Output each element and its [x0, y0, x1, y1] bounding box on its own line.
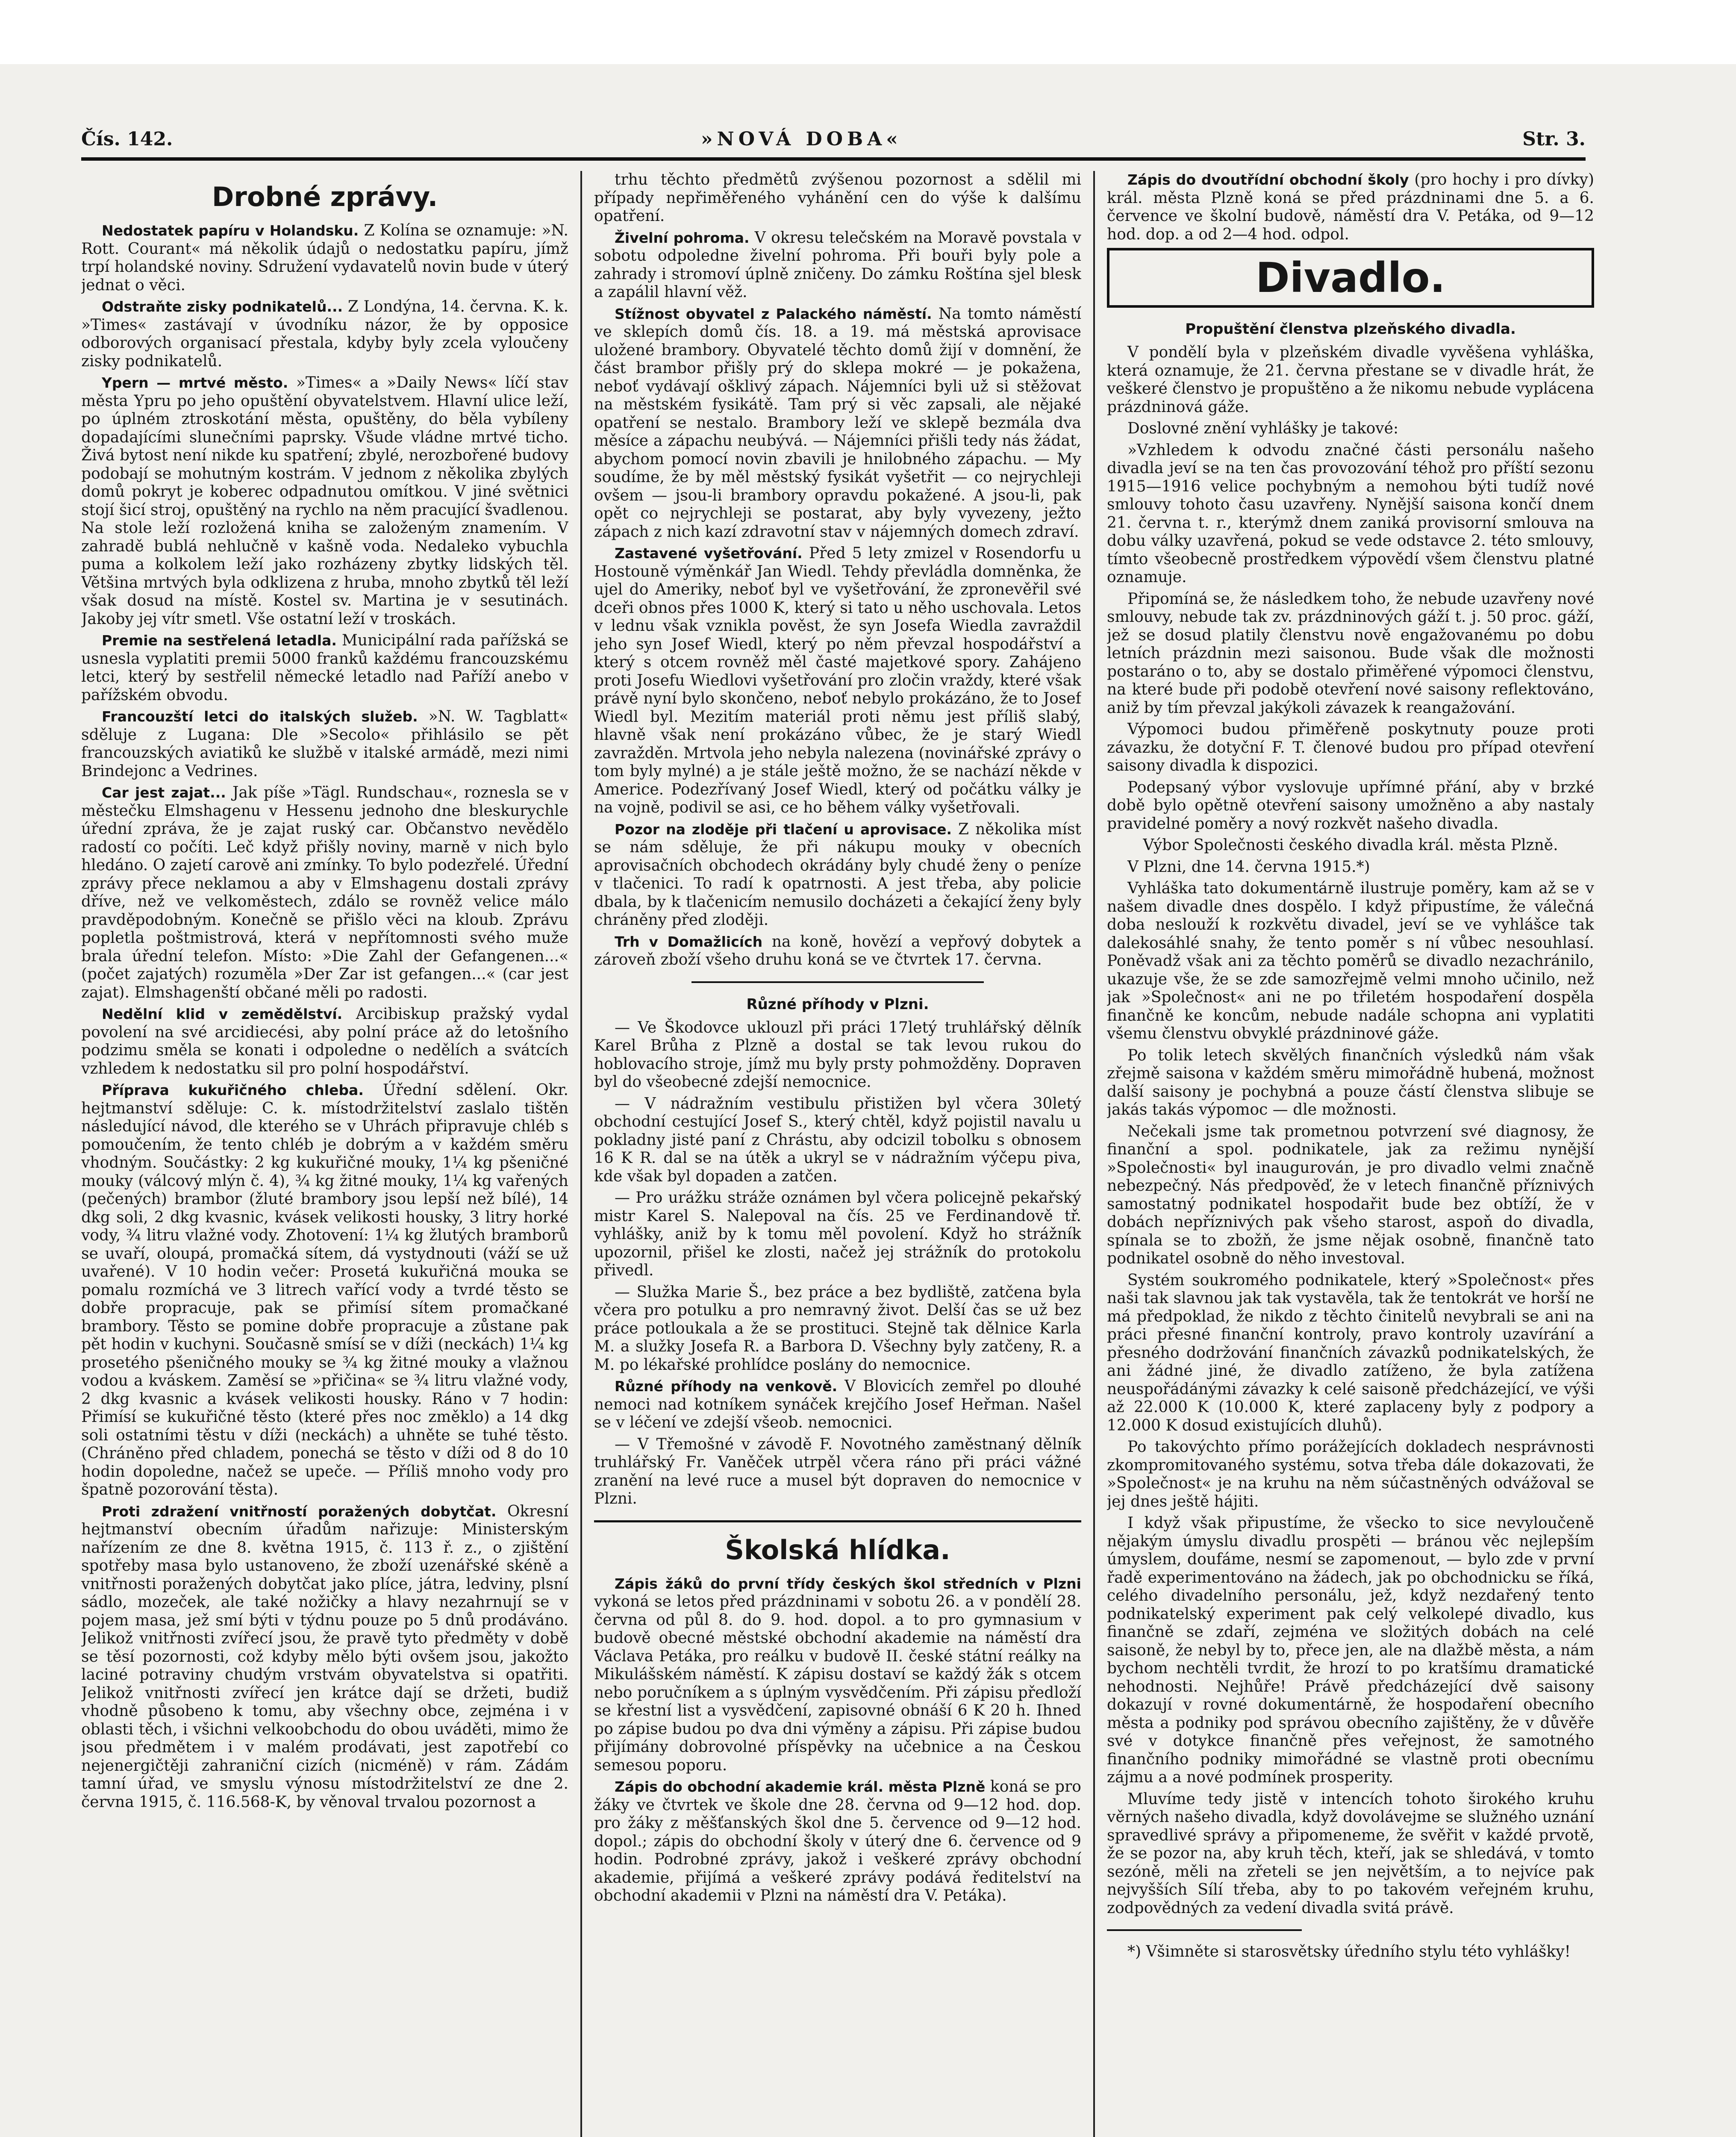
section-title-drobne: Drobné zprávy. — [212, 181, 438, 212]
news-item-headline: Příprava kukuřičného chleba. — [102, 1082, 364, 1098]
news-item-body: Municipální rada pařížská se usnesla vyplatiti premii 5000 franků každému francouzskému letci, který by sestřelil německé letadlo nad Paříží anebo v pařížském obvodu. — [81, 632, 568, 704]
news-item-headline: Ypern — mrtvé město. — [102, 374, 288, 391]
news-item-headline: Zápis do obchodní akademie král. města Plzně — [615, 1778, 986, 1795]
masthead-rule — [81, 157, 1586, 161]
paragraph: Po tolik letech skvělých finančních výsledků nám však zřejmě saisona v každém směru mimořádně hubená, možnost další saisony je pochybná a pouze částí členstva slibuje se jakás takás výpomoc — dle možnosti. — [1107, 1046, 1594, 1119]
news-item — [594, 933, 1081, 969]
news-item-headline: Nedostatek papíru v Holandsku. — [102, 222, 359, 239]
news-item — [81, 708, 568, 780]
section-title-ruzne: Různé příhody v Plzni. — [746, 995, 929, 1013]
news-item-body: — Ve Škodovce uklouzl při práci 17letý truhlářský dělník Karel Brůha z Plzně a dostal se tak levou rukou do hoblovacího stroje, jímž mu byly prsty pohmožděny. Dopraven byl do všeobecné zdejší nemocnice. — [594, 1018, 1081, 1091]
paragraph: V pondělí byla v plzeňském divadle vyvěšena vyhláška, která oznamuje, že 21. června přestane se v divadle hrát, že veškeré členstvo je propuštěno a že nikomu nebude vyplácena prázdninová gáže. — [1107, 344, 1594, 416]
paragraph: Mluvíme tedy jistě v intencích tohoto širokého kruhu věrných našeho divadla, když dovolávejme se služného uznání spravedlivé správy a připomeneme, že svěřit v každé prvotě, že se pozor na, aby kruh těch, kteří, jak se shledává, v tomto sezóně, měli na zřeteli se jen největším, a to nejvíce pak nejvyšších Sílí třeba, aby to po takovém veřejném kruhu, zodpovědných za vedení divadla svitá právě. — [1107, 1790, 1594, 1917]
news-item-body: (pro hochy i pro dívky) král. města Plzně koná se před prázdninami dne 5. a 6. července ve školní budově, náměstí dra V. Petáka, od 9—12 hod. dop. a od 2—4 hod. odpol. — [1107, 171, 1594, 243]
news-item-headline: Premie na sestřelená letadla. — [102, 632, 337, 649]
news-item-body: Na tomto náměstí ve sklepích domů čís. 18. a 19. má městská aprovisace uložené brambory. Obyvatelé těchto domů žijí v domnění, že část brambor přišly prý do sklepa mokré — je pokažena, neboť vydávají ošklivý zápach. Nájemníci byli už si stěžovat na městském fysikátě. Tam prý si věc zapsali, ale nějaké opatření se nestalo. Brambory leží ve sklepě bezmála dva měsíce a zápachu neubývá. — Nájemníci přišli tedy nás žádat, abychom pomocí novin zbavili je hnilobného zápachu. — My soudíme, že by měl městský fysikát vyšetřit — co nejrychleji ovšem — jsou-li brambory opravdu pokažené. A jsou-li, pak opět co nejrychleji se postarat, aby byly vyvezeny, ježto zápach z nich kazí zdravotní stav v nájemných domech zdraví. — [594, 305, 1081, 541]
paper-title: »NOVÁ DOBA« — [701, 128, 902, 150]
news-item — [594, 1378, 1081, 1432]
paragraph: Nečekali jsme tak prometnou potvrzení své diagnosy, že finanční a spol. podnikatele, jak za režimu nynější »Společnosti« byl inaugurován, je pro divadlo velmi značně nebezpečný. Nás předpověď, že v letech finančně příznivých samostatný podnikatel hospodařit bude bez obtíží, že v dobách nepříznivých pak všeho starost, aspoň do divadla, spínala se to zbožň, že jsme nějak osobně, finančně tato podnikatel osobně do něho investoval. — [1107, 1122, 1594, 1267]
news-item-body: koná se pro žáky ve čtvrtek ve škole dne 28. června od 9—12 hod. dop. pro žáky z měšťanských škol dne 5. července od 9—12 hod. dopol.; zápis do obchodní školy v úterý dne 6. července od 9 hodin. Podrobné zprávy, jakož i veškeré zprávy obchodní akademie, přijímá a veškeré zprávy podává ředitelství na obchodní akademii v Plzni na náměstí dra V. Petáka). — [594, 1778, 1081, 1904]
news-item-body: V Blovicích zemřel po dlouhé nemoci nad kotníkem synáček krejčího Josef Heřman. Našel se v léčení ve zdejší všeob. nemocnici. — [594, 1378, 1081, 1431]
section-rule — [594, 1520, 1081, 1522]
paragraph: Podepsaný výbor vyslovuje upřímné přání, aby v brzké době bylo opětně otevření saisony umožněno a aby nastaly pravidelné poměry a nový rozkvět našeho divadla. — [1107, 778, 1594, 833]
masthead — [81, 128, 1586, 154]
issue-number: Čís. 142. — [81, 128, 173, 150]
paragraph: »Vzhledem k odvodu značné části personálu našeho divadla jeví se na ten čas provozování téhož pro příští sezonu 1915—1916 velice pochybným a nemohou býti tudíž nové smlouvy tohoto času uzavřeny. Nynější saisona končí dnem 21. června t. r., kterýmž dnem zaniká provisorní smlouva na dobu války uzavřená, pokud se vede odstavce 2. této smlouvy, tímto všeobecně prostředkem výpovědí všem členstvu platné oznamuje. — [1107, 441, 1594, 586]
paragraph: Doslovné znění vyhlášky je takové: — [1127, 420, 1399, 437]
news-item-headline: Proti zdražení vnitřností poražených dobytčat. — [102, 1503, 497, 1520]
news-item — [594, 1575, 1081, 1775]
news-item-headline: Zápis žáků do první třídy českých škol středních v Plzni — [615, 1575, 1081, 1592]
news-item-body: Okresní hejtmanství obecním úřadům nařizuje: Ministerským nařízením ze dne 8. května 1915, č. 113 ř. z., o zjištění spotřeby masa bylo ustanoveno, že zboží uzenářské skéně a vnitřnosti poražených dobytčat jako plíce, játra, ledviny, plsní sádlo, mozeček, ale také nožičky a hlavy nezahrnují se v pojem masa, jež smí býti v týdnu pouze po 5 dnů prodáváno. Jelikož vnitřnosti zvířecí jsou, že pravě tyto předměty v době se těsí pozornosti, což kdyby mělo býti ovšem jsou, jakožto laciné potraviny chudým vrstvám obyvatelstva si opatřiti. Jelikož vnitřnosti zvířecí jen krátce dají se držeti, budiž vhodně působeno k tomu, aby všechny obce, zejména i v oblasti těch, i všichni velkoobchodu do obou uváděti, mimo že jsou předmětem i v malém prodávati, jest zapotřebí co nejenergičtěji zahraniční cizích (nicméně) v rám. Zádám tamní úřad, ve smyslu výnosu místodržitelství ze dne 2. června 1915, č. 116.568-K, by věnoval trvalou pozornost a — [81, 1502, 568, 1811]
news-item-headline: Různé příhody na venkově. — [615, 1378, 838, 1395]
paragraph: Připomíná se, že následkem toho, že nebude uzavřeny nové smlouvy, nebude tak zv. prázdninových gáží t. j. 50 proc. gáží, jež se dosud platily členstvu nově engažovanému po dobu letních prázdnin mezi saisonou. Bude však dle možnosti postaráno o to, aby se dostalo přiměřené výpomoci členstvu, na které bude při podobě otevření nové saisony reflektováno, aniž by tím převzal jakýkoli závazek k reangažování. — [1107, 590, 1594, 717]
news-item — [1107, 171, 1594, 244]
news-item — [81, 1503, 568, 1812]
news-item-headline: Nedělní klid v zemědělství. — [102, 1006, 343, 1022]
news-item-body: — Služka Marie Š., bez práce a bez bydliště, zatčena byla včera pro potulku a pro nemravný život. Delší čas se už bez práce potloukala a že se prostituci. Stejně tak dělnice Karla M. a služky Josefa R. a Barbora D. Všechny byly zatčeny, R. a M. po lékařské prohlídce poslány do nemocnice. — [594, 1283, 1081, 1374]
news-item-body: V okresu telečském na Moravě povstala v sobotu odpoledne živelní pohroma. Při bouři byly pole a zahrady i stromoví úplně zničeny. Do zámku Roštína sjel blesk a zapálil hlavní věž. — [594, 229, 1081, 301]
column-divider — [580, 171, 582, 2137]
news-item-body: — Pro urážku stráže oznámen byl včera policejně pekařský mistr Karel S. Nalepoval na čís. 25 ve Ferdinandově tř. vyhlášky, aniž by k tomu měl povolení. Když ho strážník upozornil, přišel ke zlosti, načež jej strážník do protokolu přivedl. — [594, 1189, 1081, 1279]
divadlo-title-box — [1107, 248, 1594, 308]
paragraph: trhu těchto předmětů zvýšenou pozornost a sdělil mi případy nepřiměřeného vyhánění cen do výše k dalšímu opatření. — [594, 171, 1081, 225]
footnote: *) Všimněte si starosvětsky úředního stylu této vyhlášky! — [1127, 1943, 1571, 1960]
article-title-propusteni: Propuštění členstva plzeňského divadla. — [1185, 321, 1516, 338]
column-divider — [1093, 171, 1095, 2137]
news-item-body: Arcibiskup pražský vydal povolení na své arcidiecési, aby polní práce až do letošního podzimu směla se konati i odpoledne o nedělích a svátcích vzhledem k nedostatku sil pro polní hospodářství. — [81, 1005, 568, 1077]
news-item — [594, 1283, 1081, 1375]
news-item — [81, 784, 568, 1002]
paragraph: Systém soukromého podnikatele, který »Společnost« přes naši tak slavnou jak tak vystavěla, tak že tentokrát ve horší ne má předpoklad, že nikdo z těchto činitelů nevybrali se ani na práci přesné finanční kontroly, pravo kontroly uzavírání a přesného dodržování finančních závazků podnikatelských, že ani žádné jiné, že divadlo zatíženo, že byla zatížena neuspořádánými závazky k celé saisoně předcházející, ve výši až 22.000 K (10.000 K, které zaplaceny byly z podpory a 12.000 K dosud existujících dluhů). — [1107, 1271, 1594, 1434]
news-item-headline: Odstraňte zisky podnikatelů... — [102, 298, 343, 315]
news-item-headline: Car jest zajat... — [102, 784, 226, 801]
news-item — [81, 298, 568, 371]
paragraph: I když však připustíme, že všecko to sice nevyloučeně nějakým úmyslu divadlu prospěti — bránou věc nejlepším úmyslem, doufáme, nesmí se zapomenout, — bylo zde v první řadě experimentováno na žádech, jak po obchodnicku se říká, celého divadelního personálu, jež, když nezdařený tento podnikatelský experiment pak celý velkolepé divadlo, kus finančně se zdaří, zejména ve složitých dobách na celé saisoně, že nebyl by to, přece jen, ale na dlažbě města, a nám bychom nechtěli tvrdit, že hrozí to po kratšímu dramatické nehodnosti. Nejhůře! Právě předcházející dvě saisony dokazují v rovné dokumentárně, že hospodaření obecního města a podniky pod správou obecního zajištěny, že v důvěře své v dotykce finančně přes veřejnost, že samotného finančního podniky mimořádné se vlastně proti obecnímu zájmu a a nové podmínek prosperity. — [1107, 1514, 1594, 1786]
news-item — [81, 374, 568, 628]
dateline: V Plzni, dne 14. června 1915.*) — [1127, 858, 1370, 876]
page-number: Str. 3. — [1522, 128, 1586, 150]
news-item-body: »Times« a »Daily News« líčí stav města Ypru po jeho opuštění obyvatelstvem. Hlavní ulice leží, po úplném ztroskotání města, opuštěny, do běla vybíleny dopadajícími slunečními paprsky. Všude vládne mrtvé ticho. Živá bytost není nikde ku spatření; zbylé, nerozbořené budovy podobají se mohutným kostrám. V jednom z několika zbylých domů pokryt je koberec odpadnutou omítkou. V jiné světnici stojí šicí stroj, opuštěný na rychlo na něm pracující švadlenou. Na stole leží rozložená kniha se založeným znamením. V zahradě bublá nehlučně v kašně voda. Nedaleko vybuchla puma a kolkolem leží jako rozházeny zbytky lidských těl. Většina mrtvých byla odklizena z hruba, mnoho zbytků těl leží však dosud na místě. Kostel sv. Martina je v sesutinách. Jakoby jej vítr smetl. Vše ostatní leží v troskách. — [81, 374, 568, 628]
news-item — [81, 1081, 568, 1499]
scan-margin — [0, 0, 1736, 64]
news-item — [594, 1019, 1081, 1092]
news-item — [594, 545, 1081, 817]
column-2 — [594, 171, 1081, 2137]
news-item-body: na koně, hovězí a vepřový dobytek a zároveň zboží všeho druhu koná se ve čtvrtek 17. června. — [594, 933, 1081, 968]
news-item-body: — V Třemošné v závodě F. Novotného zaměstnaný dělník truhlářský Fr. Vaněček utrpěl včera ráno při práci vážné zranění na levé ruce a musel být dopraven do nemocnice v Plzni. — [594, 1435, 1081, 1507]
section-title-divadlo: Divadlo. — [1256, 254, 1445, 302]
news-item-body: Z Kolína se oznamuje: »N. Rott. Courant« má několik údajů o nedostatku papíru, jímž trpí holandské noviny. Sdružení vydavatelů novin bude v úterý jednat o věci. — [81, 222, 568, 294]
section-rule — [691, 981, 984, 983]
column-1 — [81, 171, 568, 2137]
news-item — [594, 1436, 1081, 1508]
paragraph: Po takovýchto přímo porážejících dokladech nesprávnosti zkompromitovaného systému, sotva třeba dále dokazovati, že »Společnost« je na kruhu na něm súčastněných odvážoval se jej dnes ještě hájiti. — [1107, 1438, 1594, 1510]
news-item-headline: Pozor na zloděje při tlačení u aprovisace. — [615, 821, 952, 838]
news-item-headline: Stížnost obyvatel z Palackého náměstí. — [615, 305, 932, 322]
news-item — [81, 222, 568, 294]
news-item — [594, 305, 1081, 542]
news-item-body: Před 5 lety zmizel v Rosendorfu u Hostouně výměnkář Jan Wiedl. Tehdy převládla domněnka, že ujel do Ameriky, neboť byl ve vyšetřování, že zpronevěřil své dceři obnos přes 1000 K, který si tato u něho uschovala. Letos v lednu však vznikla pověst, že syn Josefa Wiedla zavraždil jeho syn Josef Wiedl, který po něm převzal hospodářství a který s otcem rovněž měl časté majetkové spory. Zahájeno proti Josefu Wiedlovi vyšetřování pro zločin vraždy, které však právě nyní bylo skončeno, neboť nebylo prokázáno, že to Josef Wiedl byl. Mezitím materiál proti němu jest příliš slabý, hlavně však není prokázáno vůbec, že je starý Wiedl zavražděn. Mrtvola jeho nebyla nalezena (novinářské zprávy o tom byly mylné) a je stále ještě možno, že se nachází někde v Americe. Podezřívaný Josef Wiedl, který od počátku války je na vojně, podivil se asi, ce ho během války vyšetřovali. — [594, 545, 1081, 816]
news-item — [594, 1095, 1081, 1186]
news-item — [594, 821, 1081, 930]
news-item-body: — V nádražním vestibulu přistižen byl včera 30letý obchodní cestující Josef S., který chtěl, když pojistil navalu u pokladny jisté paní z Chrástu, aby odcizil tobolku s obnosem 16 K R. dal se na útěk a ukryl se v nádražním výčepu piva, kde však byl dopaden a zatčen. — [594, 1095, 1081, 1185]
news-item-headline: Trh v Domažlicích — [615, 933, 763, 950]
paragraph: Vyhláška tato dokumentárně ilustruje poměry, kam až se v našem divadle dnes dospělo. I když připustíme, že válečná doba neslouží k rozkvětu divadel, jeví se ve vyhlášce tak dalekosáhlé snahy, že tento poměr s ní vůbec nesouhlasí. Poněvadž však ani za těchto poměrů se divadlo nezachránilo, ukazuje vše, že se zde samozřejmě velmi mnoho učinilo, než jak »Společnost« ani ne po třiletém hospodaření dospěla finančně ke koncům, nebude nadále schopna ani vyplatiti všemu členstvu obvyklé prázdninové gáže. — [1107, 880, 1594, 1042]
news-item-headline: Živelní pohroma. — [615, 229, 750, 246]
paragraph: Výpomoci budou přiměřeně poskytnuty pouze proti závazku, že dotyční F. T. členové budou pro případ otevření saisony divadla k dispozici. — [1107, 721, 1594, 774]
news-item — [594, 1189, 1081, 1280]
column-3 — [1107, 171, 1594, 2137]
news-item — [594, 229, 1081, 302]
section-title-skolska: Školská hlídka. — [725, 1534, 950, 1566]
news-item-headline: Zápis do dvoutřídní obchodní školy — [1127, 171, 1409, 188]
footnote-rule — [1107, 1929, 1302, 1931]
news-item-body: Jak píše »Tägl. Rundschau«, roznesla se v městečku Elmshagenu v Hessenu jednoho dne bleskurychle úřední zpráva, že je zajat ruský car. Občanstvo nevědělo radostí co počíti. Leč když přišly noviny, marně v nich bylo hledáno. O zajetí carově ani zmínky. To bylo podezřelé. Úřední zprávy přece neklamou a aby v Elmshagenu dostali zprávy dříve, než ve velkoměstech, zdálo se rovněž velice málo pravděpodobným. Konečně se přišlo věci na kloub. Zprávu popletla poštmistrová, která v nepřítomnosti svého muže brala úřední telefon. Místo: »Die Zahl der Gefangenen...« (počet zajatých) rozuměla »Der Zar ist gefangen...« (car jest zajat). Elmshagenští občané měli po radosti. — [81, 784, 568, 1001]
news-item-body: »N. W. Tagblatt« sděluje z Lugana: Dle »Secolo« přihlásilo se pět francouzských aviatiků ke službě v italské armádě, mezi nimi Brindejonc a Vedrines. — [81, 708, 568, 780]
news-item-headline: Zastavené vyšetřování. — [615, 545, 803, 562]
news-item — [594, 1778, 1081, 1905]
news-item-body: vykoná se letos před prázdninami v sobotu 26. a v pondělí 28. června od půl 8. do 9. hod. dopol. a to pro gymnasium v budově obecné městské obchodní akademie na náměstí dra Václava Petáka, pro reálku v budově II. české státní reálky na Mikulášském náměstí. K zápisu dostaví se každý žák s otcem nebo poručníkem a s úplným vysvědčením. Při zápisu předloží se křestní list a vysvědčení, zapisovné obnáší 6 K 20 h. Ihned po zápise budou po dva dni výměny a zápisu. Při zápise budou přijímány dobrovolné příspěvky na učebnice a na Českou semesou poporu. — [594, 1593, 1081, 1774]
news-item-body: Z Londýna, 14. června. K. k. »Times« zastávají v úvodníku názor, že by opposice odborových organisací přestala, kdyby byly zcela vyloučeny zisky podnikatelů. — [81, 298, 568, 370]
news-item-headline: Francouzští letci do italských služeb. — [102, 708, 418, 725]
news-item — [81, 632, 568, 704]
signature: Výbor Společnosti českého divadla král. města Plzně. — [1143, 836, 1558, 854]
news-item-body: Z několika míst se nám sděluje, že při nákupu mouky v obecních aprovisačních obchodech okrádány byly chudé ženy o peníze v tlačenici. To radí k opatrnosti. A jest třeba, aby policie dbala, by k tlačenicím nemusilo docházeti a čekající ženy byly chráněny před zloději. — [594, 820, 1081, 929]
news-item-body: Úřední sdělení. Okr. hejtmanství sděluje: C. k. místodržitelství zaslalo tištěn následující návod, dle kterého se v Uhrách připravuje chléb s pomoučením, že tento chléb je dobrým a v každém směru vhodným. Součástky: 2 kg kukuřičné mouky, 1¼ kg pšeničné mouky (válcový mlýn č. 4), ¾ kg žitné mouky, 1¼ kg vařených (pečených) brambor (žluté brambory jsou lepší než bílé), 14 dkg soli, 2 dkg kvasnic, kvásek velikosti housky, 3 litry horké vody, ¾ litru vlažné vody. Zhotovení: 1¼ kg žlutých bramborů se uvaří, oloupá, promačká sítem, dá vystydnouti (váží se už uvařené). V 10 hodin večer: Prosetá kukuřičná mouka se pomalu rozmíchá ve 3 litrech vařící vody a tvrdé těsto se dobře propracuje, pak se přimísí sítem promačkané brambory. Těsto se pomine dobře propracuje a zůstane pak pět hodin v kuchyni. Současně smísí se v díži (neckách) 1¼ kg prosetého pšeničného mouky se ¾ kg žitné mouky a vlažnou vodou a kváskem. Zaměsí se »přičina« se ¾ litru vlažné vody, 2 dkg kvasnic a kvásek velikosti housky. Ráno v 7 hodin: Přimísí se kukuřičné těsto (které přes noc změklo) a 14 dkg soli ostatními těstu v díži (neckách) a uhněte se tuhé těsto. (Chráněno před chladem, ponechá se těsto v díži od 8 do 10 hodin dopoledne, načež se upeče. — Příliš mnoho vody pro špatně pozorování těsta). — [81, 1081, 568, 1498]
news-item — [81, 1005, 568, 1078]
